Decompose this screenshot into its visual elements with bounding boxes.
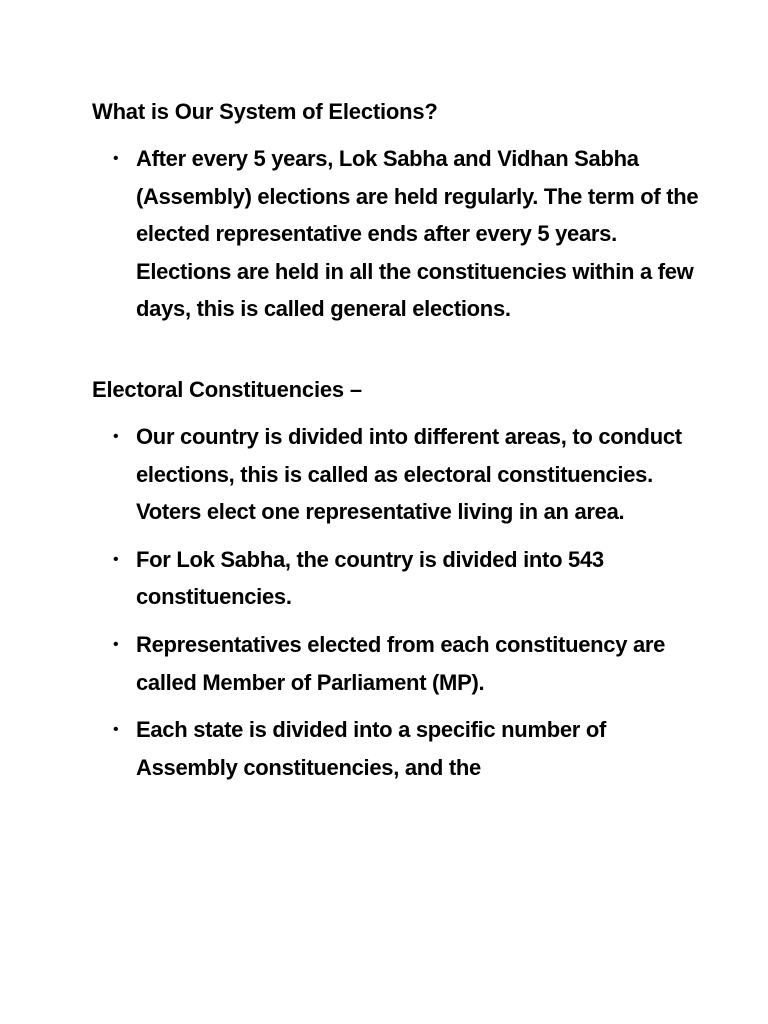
section-election-system (92, 94, 712, 328)
bullet-item (92, 140, 712, 328)
bullet-list (92, 140, 712, 328)
section-heading: Electoral Constituencies – (92, 376, 362, 402)
bullet-icon: • (113, 550, 119, 568)
bullet-item (92, 626, 712, 701)
document-page (92, 94, 712, 796)
section-heading: What is Our System of Elections? (92, 99, 438, 124)
bullet-item (92, 541, 712, 616)
bullet-icon: • (113, 427, 119, 445)
bullet-icon: • (113, 150, 119, 167)
bullet-icon: • (113, 721, 119, 739)
bullet-icon: • (113, 635, 119, 653)
bullet-text: Representatives elected from each constituency are called Member of Parliament (MP). (136, 631, 666, 695)
bullet-item (92, 711, 712, 786)
bullet-list (92, 418, 712, 786)
bullet-text: Our country is divided into different areas, to conduct elections, this is called as electoral constituencies. Voters elect one representative living in an area. (136, 423, 682, 525)
bullet-text: For Lok Sabha, the country is divided into 543 constituencies. (136, 546, 604, 610)
bullet-item (92, 418, 712, 531)
section-electoral-constituencies (92, 372, 712, 786)
bullet-text: Each state is divided into a specific number of Assembly constituencies, and the (136, 717, 607, 780)
bullet-text: After every 5 years, Lok Sabha and Vidhan Sabha (Assembly) elections are held regularly. The term of the elected representative ends after every 5 years. Elections are held in all the constituencies within a few days, this is called general elections. (136, 146, 699, 322)
